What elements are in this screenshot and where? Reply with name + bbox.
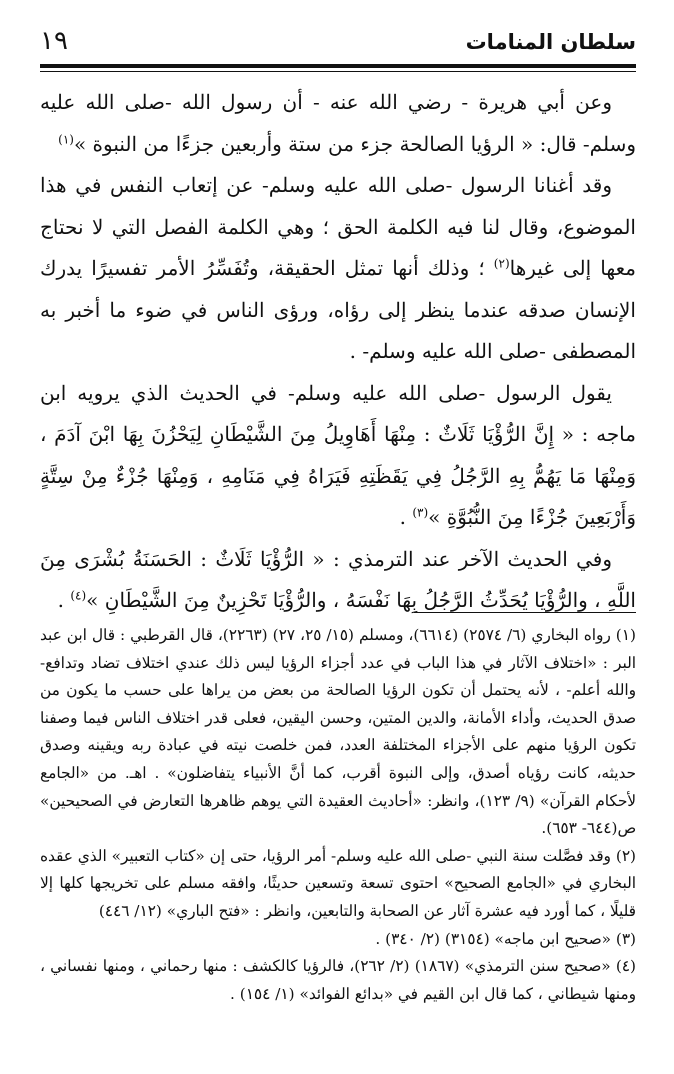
footnote: (١) رواه البخاري (٦/ ٢٥٧٤) (٦٦١٤)، ومسلم (١٥/ ٢٥، ٢٧) (٢٢٦٣)، قال القرطبي : قال ابن عبد البر : «اختلاف الآثار في هذا الباب في عدد أجزاء الرؤيا ليس ذلك عندي اختلاف تضاد وتدافع- والله أعلم- ، لأنه يحتمل أن تكون الرؤيا الصالحة من بعض من يراها على حسب ما يكون من صدق الحديث، وأداء الأمانة، والدين المتين، وحسن اليقين، فعلى قدر اختلاف الناس فيما وصفنا تكون الرؤيا منهم على الأجزاء المختلفة العدد، فمن خلصت نيته في عبادة ربه ويقينه وصدق حديثه، كانت رؤياه أصدق، وإلى النبوة أقرب، كما أنَّ الأنبياء يتفاضلون» . اهـ. من «الجامع لأحكام القرآن» (٩/ ١٢٣)، وانظر: «أحاديث العقيدة التي يوهم ظاهرها التعارض في الصحيحين» ص(٦٤٤- ٦٥٣). xyxy=(40,626,636,838)
footnote-ref: (٣) xyxy=(412,505,429,520)
header-rule-thin xyxy=(40,71,636,72)
book-title: سلطان المنامات xyxy=(465,30,636,54)
paragraph: وقد أغنانا الرسول -صلى الله عليه وسلم- عن إتعاب النفس في هذا الموضوع، وقال لنا فيه الكلمة الحق ؛ وهي الكلمة الفصل التي لا نحتاج معها إلى غيرها$^{(٢)}$ ؛ وذلك أنها تمثل الحقيقة، وتُفَسِّرُ الأمر تفسيرًا يدرك الإنسان صدقه عندما ينظر إلى رؤاه، ورؤى الناس في ضوء ما أخبر به المصطفى -صلى الله عليه وسلم- . xyxy=(40,173,636,363)
footnote-ref: (٤) xyxy=(70,588,87,603)
footnote: (٢) وقد فصَّلت سنة النبي -صلى الله عليه وسلم- أمر الرؤيا، حتى إن «كتاب التعبير» الذي عقده البخاري في «الجامع الصحيح» احتوى تسعة وتسعين حديثًا، وافقه مسلم على تخريجها كلها إلا قليلًا ، كما أورد فيه عشرة آثار عن الصحابة والتابعين، وانظر : «فتح الباري» (١٢/ ٤٤٦) xyxy=(40,846,636,920)
main-text xyxy=(40,82,636,622)
paragraph: يقول الرسول -صلى الله عليه وسلم- في الحديث الذي يرويه ابن ماجه : « إِنَّ الرُّؤْيَا ثَلَاثٌ : مِنْهَا أَهَاوِيلُ مِنَ الشَّيْطَانِ لِيَحْزُنَ بِهَا ابْنَ آدَمَ ، وَمِنْهَا مَا يَهُمُّ بِهِ الرَّجُلُ فِي يَقَظَتِهِ فَيَرَاهُ فِي مَنَامِهِ ، وَمِنْهَا جُزْءٌ مِنْ سِتَّةٍ وَأَرْبَعِينَ جُزْءًا مِنَ النُّبُوَّةِ »$^{(٣)}$ . xyxy=(40,380,636,529)
footnote-separator xyxy=(414,612,636,613)
header-rule-thick xyxy=(40,64,636,68)
running-header xyxy=(40,26,636,62)
footnote: (٤) «صحيح سنن الترمذي» (١٨٦٧) (٢/ ٢٦٢)، فالرؤيا كالكشف : منها رحماني ، ومنها نفساني ، ومنها شيطاني ، كما قال ابن القيم في «بدائع الفوائد» (١/ ١٥٤) . xyxy=(40,957,636,1003)
paragraph: وفي الحديث الآخر عند الترمذي : « الرُّؤْيَا ثَلَاثٌ : الحَسَنَةُ بُشْرَى مِنَ اللَّهِ ، والرُّؤْيَا يُحَدِّثُ الرَّجُلُ بِهَا نَفْسَهُ ، والرُّؤْيَا تَحْزِينٌ مِنَ الشَّيْطَانِ »$^{(٤)}$ . xyxy=(40,546,636,612)
footnote-ref: (٢) xyxy=(493,256,510,271)
footnote-ref: (١) xyxy=(58,131,74,146)
page-number: ١٩ xyxy=(40,26,68,56)
footnote: (٣) «صحيح ابن ماجه» (٣١٥٤) (٢/ ٣٤٠) . xyxy=(375,929,636,948)
paragraph: وعن أبي هريرة - رضي الله عنه - أن رسول الله -صلى الله عليه وسلم- قال: « الرؤيا الصالحة جزء من ستة وأربعين جزءًا من النبوة »$^{(١)}$ xyxy=(40,90,636,156)
footnotes xyxy=(40,622,636,1008)
